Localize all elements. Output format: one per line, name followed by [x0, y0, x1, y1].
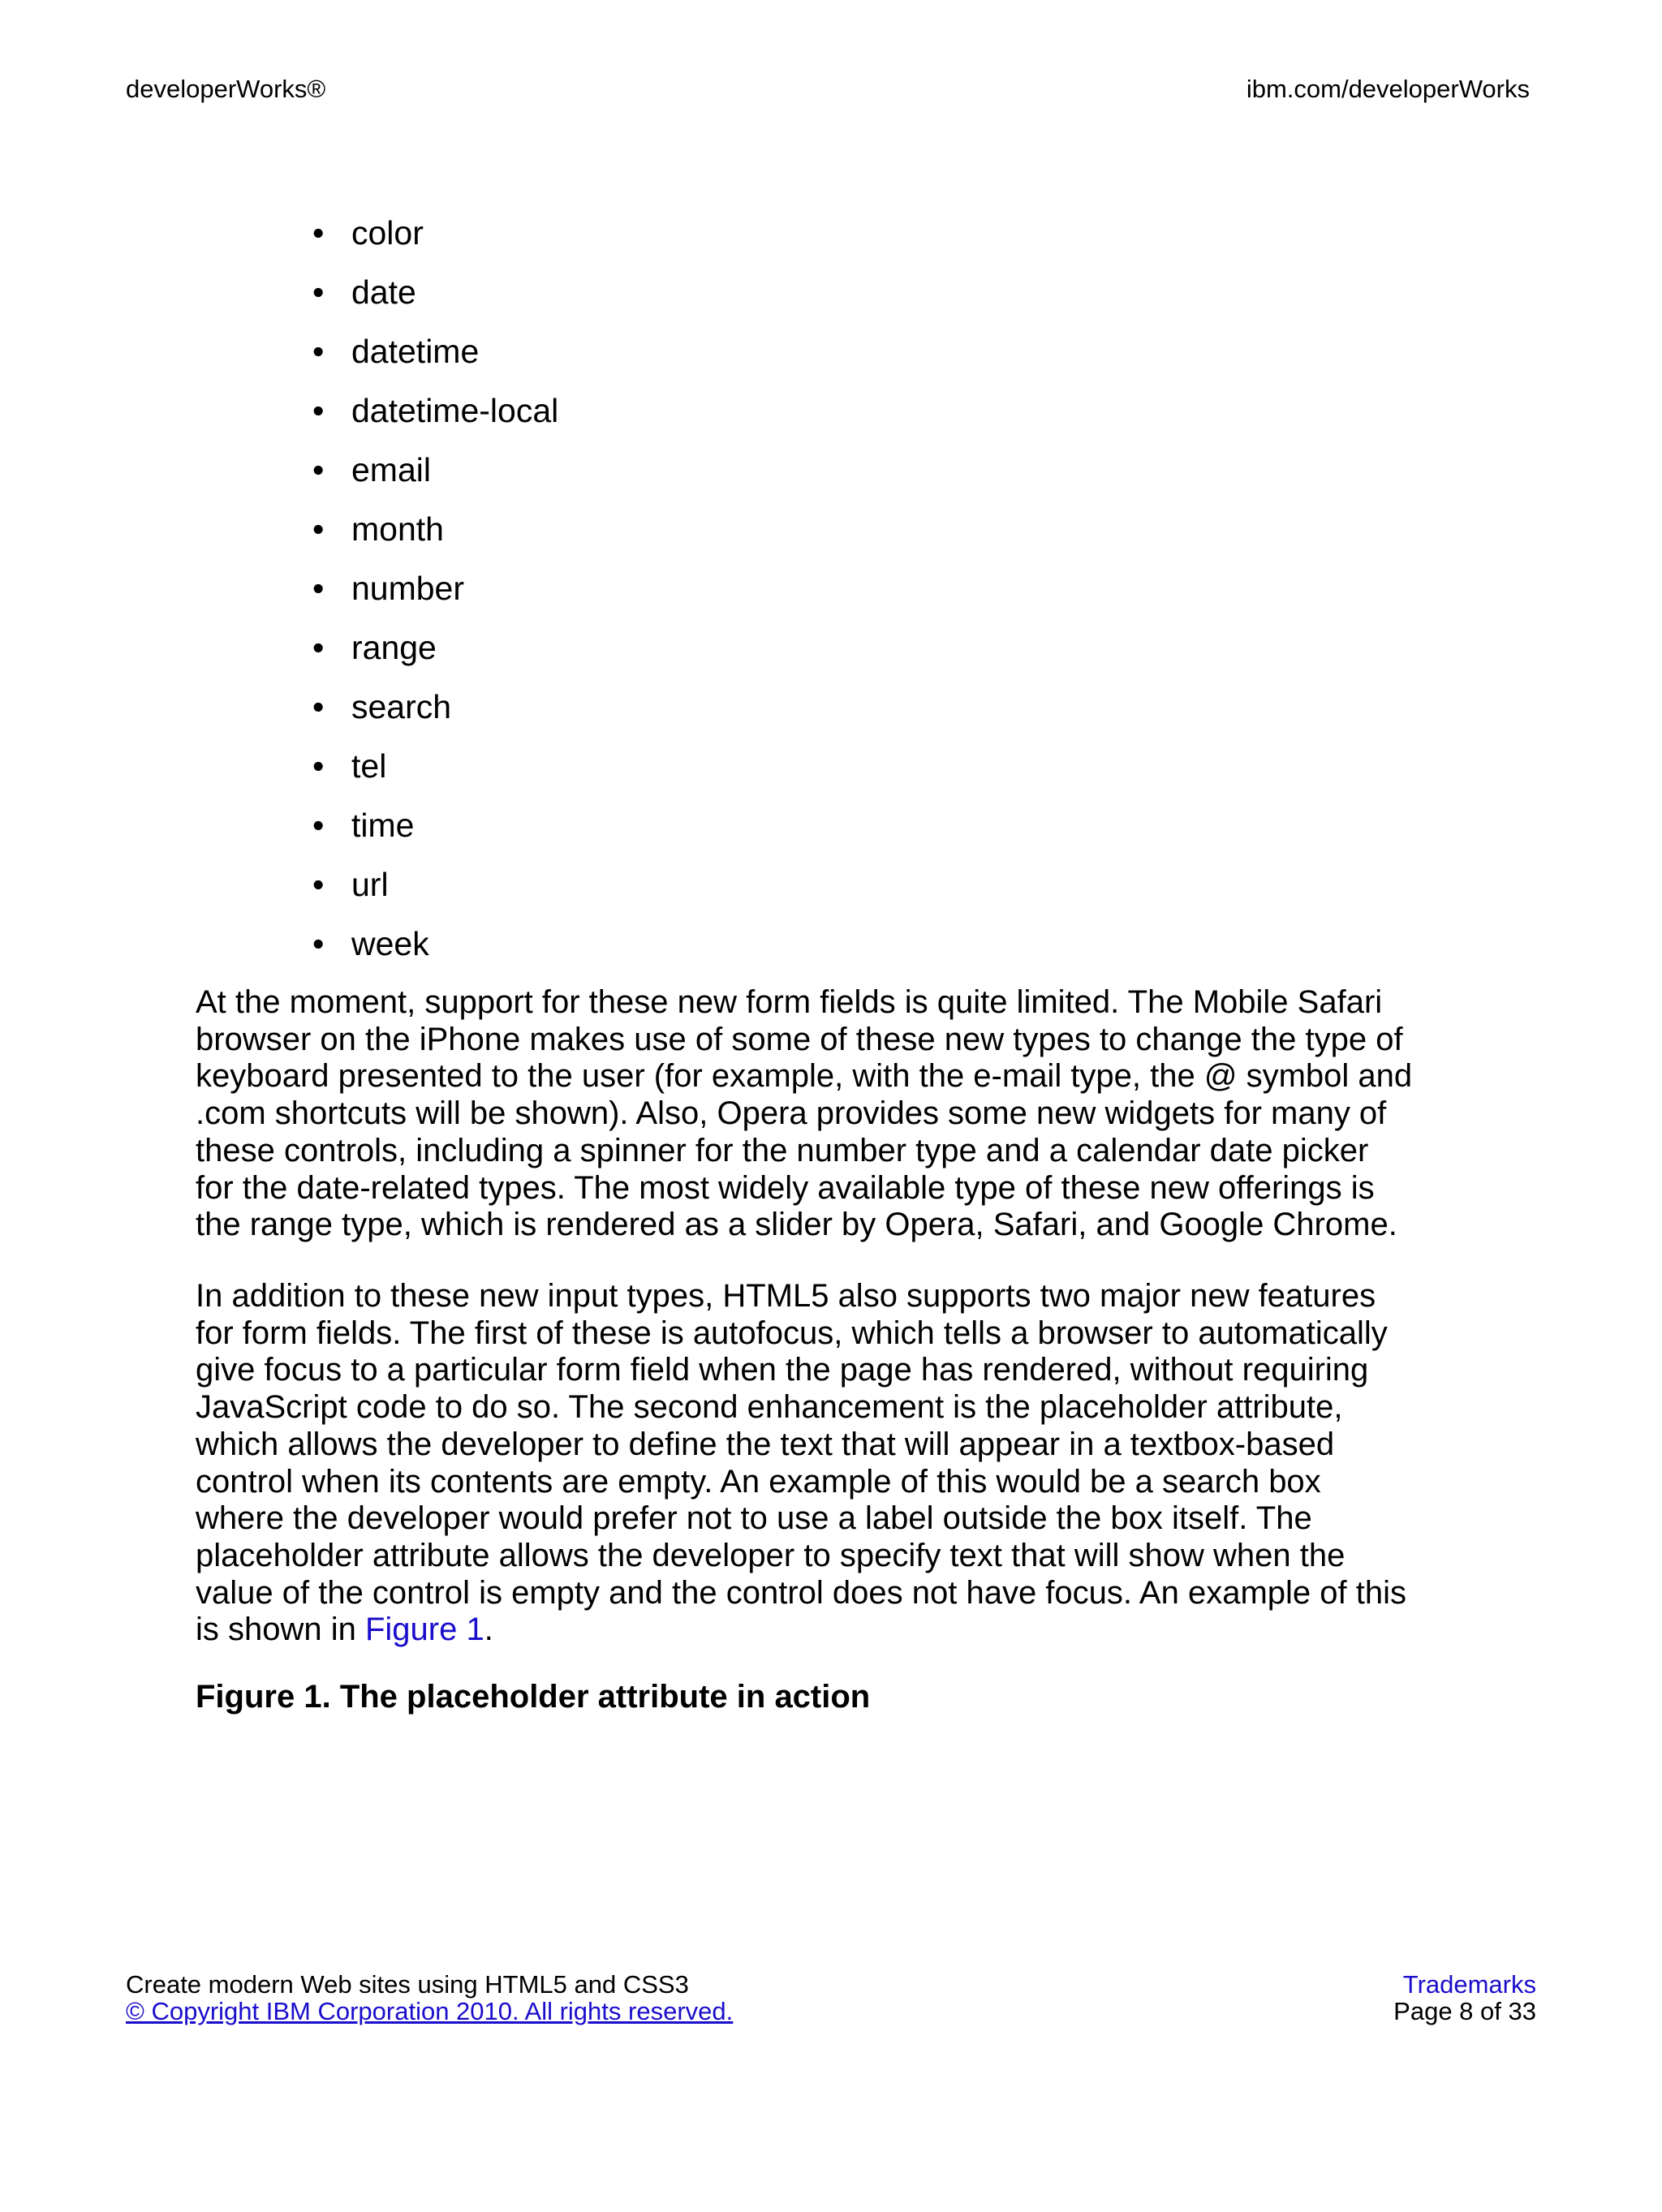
features-paragraph-text: In addition to these new input types, HTML5 also supports two major new features for form fields. The first of these is autofocus, which tells a browser to automatically give focus to a particular form field when the page has rendered, without requiring JavaScript code to do so. The second enhancement is the placeholder attribute, which allows the developer to define the text that will appear in a textbox-based control when its contents are empty. An example of this would be a search box where the developer would prefer not to use a label outside the box itself. The placeholder attribute allows the developer to specify text that will show when the value of the control is empty and the control does not have focus. An example of this is shown in — [196, 1278, 1406, 1648]
list-item — [311, 569, 558, 628]
bullet-icon: • — [312, 392, 325, 429]
list-item-label: email — [351, 451, 431, 488]
footer-copyright-link[interactable]: © Copyright IBM Corporation 2010. All rights reserved. — [126, 1997, 734, 2025]
footer-trademarks-link[interactable]: Trademarks — [1402, 1970, 1536, 1999]
bullet-icon: • — [312, 925, 325, 962]
figure-1-link[interactable]: Figure 1 — [364, 1612, 484, 1648]
list-item-label: number — [351, 570, 465, 607]
list-item-label: color — [351, 214, 424, 252]
list-item — [311, 213, 558, 273]
list-item-label: tel — [351, 747, 387, 785]
bullet-icon: • — [312, 629, 325, 666]
bullet-icon: • — [312, 807, 325, 844]
features-paragraph-end: . — [484, 1612, 493, 1648]
bullet-icon: • — [312, 570, 325, 607]
bullet-icon: • — [312, 510, 325, 548]
input-type-list — [311, 213, 558, 983]
bullet-icon: • — [312, 747, 325, 785]
list-item — [311, 628, 558, 687]
list-item — [311, 806, 558, 865]
figure-caption: Figure 1. The placeholder attribute in action — [196, 1679, 871, 1715]
list-item-label: range — [351, 629, 437, 666]
list-item-label: time — [351, 807, 415, 844]
list-item-label: month — [351, 510, 444, 548]
list-item — [311, 865, 558, 924]
bullet-icon: • — [312, 214, 325, 252]
bullet-icon: • — [312, 688, 325, 725]
list-item — [311, 332, 558, 391]
list-item — [311, 450, 558, 510]
bullet-icon: • — [312, 866, 325, 903]
list-item — [311, 510, 558, 569]
list-item — [311, 391, 558, 450]
page-number: Page 8 of 33 — [1393, 1997, 1536, 2025]
running-header-site: ibm.com/developerWorks — [1246, 75, 1530, 103]
list-item-label: date — [351, 273, 416, 311]
list-item-label: week — [351, 925, 429, 962]
support-paragraph: At the moment, support for these new form fields is quite limited. The Mobile Safari browser on the iPhone makes use of some of these new types to change the type of keyboard presented to the user (for example, with the e-mail type, the @ symbol and .com shortcuts will be shown). Also, Opera provides some new widgets for many of these controls, including a spinner for the number type and a calendar date picker for the date-related types. The most widely available type of these new offerings is the range type, which is rendered as a slider by Opera, Safari, and Google Chrome. — [196, 984, 1413, 1243]
running-header-brand: developerWorks® — [126, 75, 326, 103]
list-item — [311, 747, 558, 806]
footer-article-title: Create modern Web sites using HTML5 and CSS3 — [126, 1970, 689, 1999]
bullet-icon: • — [312, 451, 325, 488]
features-paragraph — [196, 1278, 1462, 1649]
list-item-label: search — [351, 688, 452, 725]
list-item — [311, 273, 558, 332]
bullet-icon: • — [312, 273, 325, 311]
list-item-label: datetime — [351, 333, 480, 370]
list-item — [311, 924, 558, 983]
bullet-icon: • — [312, 333, 325, 370]
list-item-label: datetime-local — [351, 392, 559, 429]
list-item-label: url — [351, 866, 389, 903]
list-item — [311, 687, 558, 747]
